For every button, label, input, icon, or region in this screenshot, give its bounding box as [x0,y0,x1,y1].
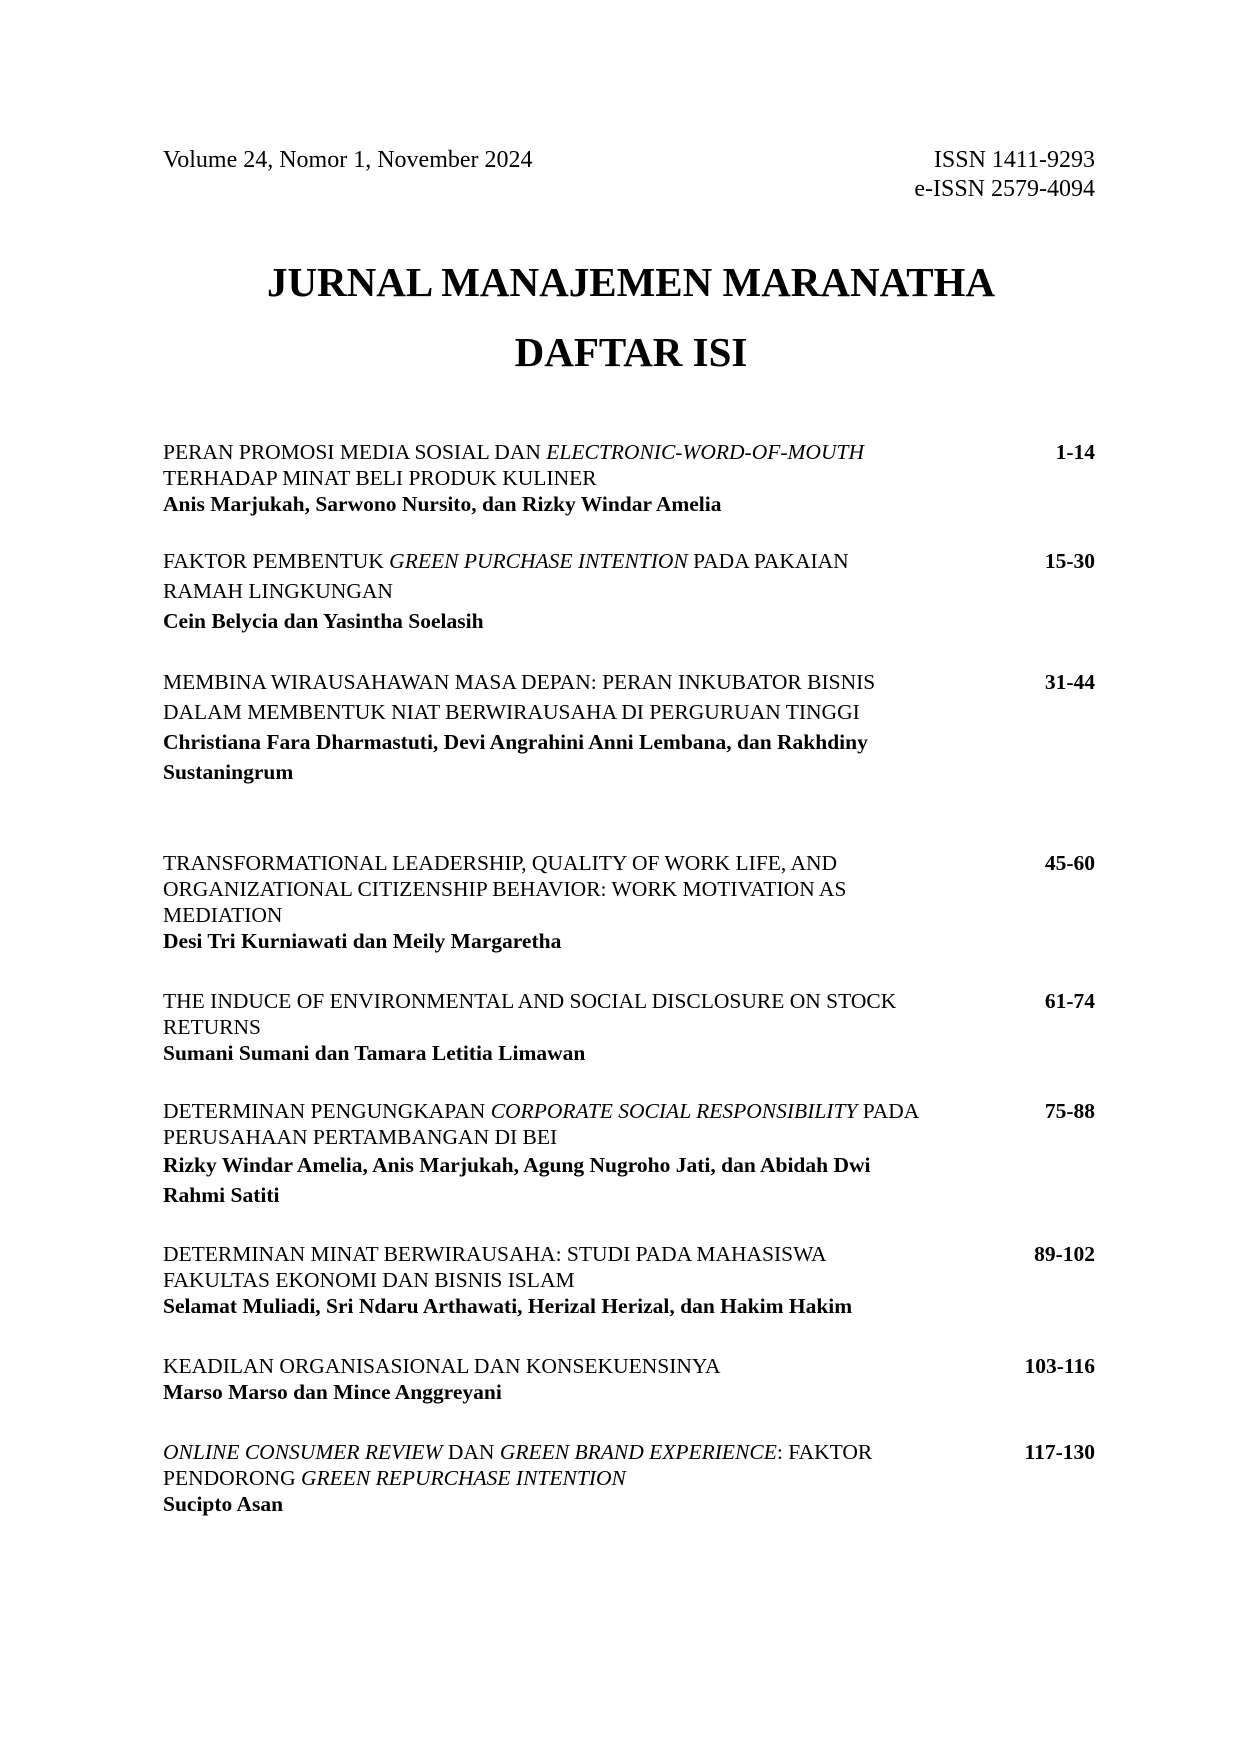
page-range: 75-88 [1044,1099,1095,1123]
article-title: KEADILAN ORGANISASIONAL DAN KONSEKUENSINYA [163,1354,721,1378]
article-authors: Selamat Muliadi, Sri Ndaru Arthawati, Herizal Herizal, dan Hakim Hakim [163,1294,853,1318]
e-issn: e-ISSN 2579-4094 [914,176,1095,202]
article-title: DETERMINAN PENGUNGKAPAN CORPORATE SOCIAL RESPONSIBILITY PADA PERUSAHAAN PERTAMBANGAN DI BEI [163,1099,919,1149]
page-range: 1-14 [1055,440,1095,464]
article-title: THE INDUCE OF ENVIRONMENTAL AND SOCIAL DISCLOSURE ON STOCK RETURNS [163,989,897,1039]
toc-entry [163,439,1095,517]
article-authors: Marso Marso dan Mince Anggreyani [163,1380,502,1404]
toc-entry [163,1098,1095,1210]
toc-entry [163,667,1095,787]
article-authors: Desi Tri Kurniawati dan Meily Margaretha [163,929,562,953]
article-title: PERAN PROMOSI MEDIA SOSIAL DAN ELECTRONIC-WORD-OF-MOUTH TERHADAP MINAT BELI PRODUK KULINER [163,440,864,490]
toc-entry [163,1241,1095,1319]
toc-entry [163,1353,1095,1405]
article-title: TRANSFORMATIONAL LEADERSHIP, QUALITY OF WORK LIFE, AND ORGANIZATIONAL CITIZENSHIP BEHAVIOR: WORK MOTIVATION AS MEDIATION [163,851,847,927]
toc-entry [163,546,1095,636]
toc-entry [163,1439,1095,1517]
article-authors: Sumani Sumani dan Tamara Letitia Limawan [163,1041,586,1065]
article-authors: Anis Marjukah, Sarwono Nursito, dan Rizky Windar Amelia [163,492,722,516]
page-range: 89-102 [1034,1242,1095,1266]
article-title: ONLINE CONSUMER REVIEW DAN GREEN BRAND EXPERIENCE: FAKTOR PENDORONG GREEN REPURCHASE INTENTION [163,1440,873,1490]
volume-info: Volume 24, Nomor 1, November 2024 [163,147,533,173]
toc-entry [163,850,1095,954]
page-range: 31-44 [1044,670,1095,694]
article-title: DETERMINAN MINAT BERWIRAUSAHA: STUDI PADA MAHASISWA FAKULTAS EKONOMI DAN BISNIS ISLAM [163,1242,826,1292]
page-range: 45-60 [1044,851,1095,875]
page-range: 61-74 [1044,989,1095,1013]
journal-title: JURNAL MANAJEMEN MARANATHA [266,259,996,305]
article-authors: Cein Belycia dan Yasintha Soelasih [163,609,484,633]
article-authors: Christiana Fara Dharmastuti, Devi Angrahini Anni Lembana, dan Rakhdiny Sustaningrum [163,730,868,784]
article-title: MEMBINA WIRAUSAHAWAN MASA DEPAN: PERAN INKUBATOR BISNIS DALAM MEMBENTUK NIAT BERWIRAUSAHA DI PERGURUAN TINGGI [163,670,876,724]
article-title: FAKTOR PEMBENTUK GREEN PURCHASE INTENTION PADA PAKAIAN RAMAH LINGKUNGAN [163,549,849,603]
section-title: DAFTAR ISI [514,329,748,375]
article-authors: Sucipto Asan [163,1492,284,1516]
issn: ISSN 1411-9293 [933,147,1095,173]
page-range: 117-130 [1024,1440,1095,1464]
page-range: 15-30 [1044,549,1095,573]
issn-block [914,146,1095,204]
article-authors: Rizky Windar Amelia, Anis Marjukah, Agung Nugroho Jati, dan Abidah Dwi Rahmi Satiti [163,1153,871,1207]
toc-entry [163,988,1095,1066]
page-range: 103-116 [1024,1354,1095,1378]
